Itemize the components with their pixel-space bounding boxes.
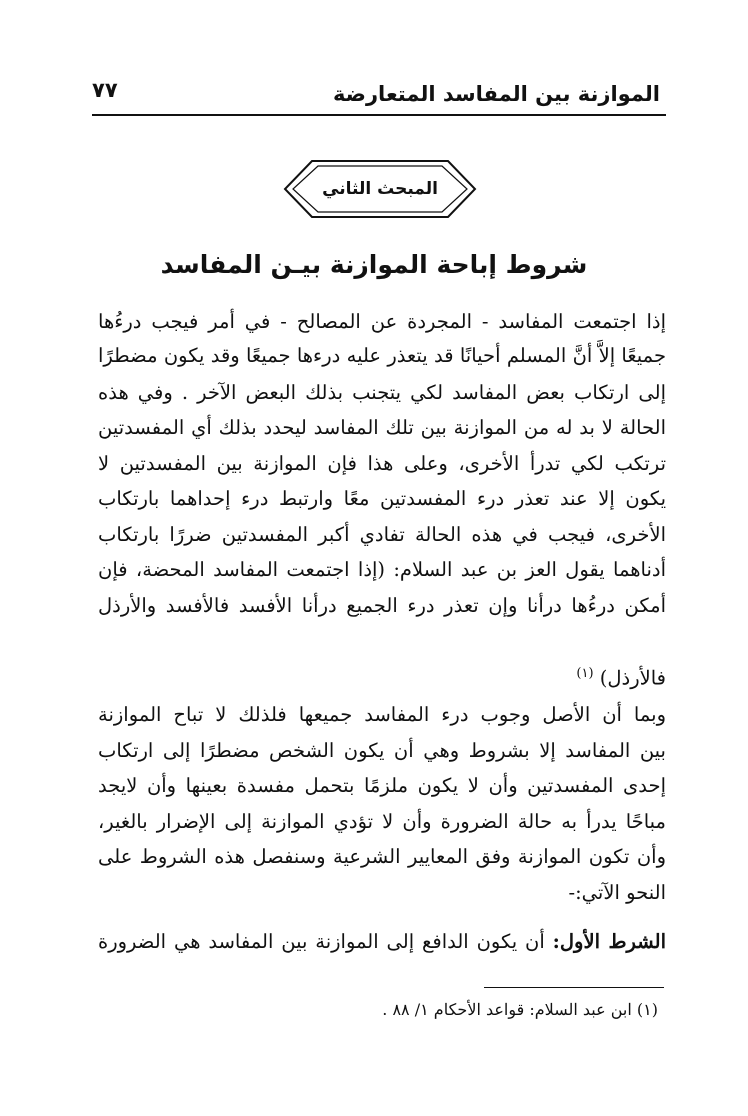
body-line: إحدى المفسدتين وأن لا يكون ملزمًا بتحمل مفسدة بعينها وأن لايجد — [98, 774, 666, 797]
footnote-marker: (١) — [576, 666, 594, 681]
body-line: الأخرى، فيجب في هذه الحالة تفادي أكبر المفسدتين ضررًا بارتكاب — [98, 523, 666, 546]
footnote: (١) ابن عبد السلام: قواعد الأحكام ١/ ٨٨ . — [382, 1000, 658, 1019]
section-label: المبحث الثاني — [322, 179, 438, 199]
condition-text: أن يكون الدافع إلى الموازنة بين المفاسد هي الضرورة — [98, 930, 545, 953]
body-line: إذا اجتمعت المفاسد - المجردة عن المصالح - في أمر فيجب درءُها — [98, 310, 666, 333]
body-line: إلى ارتكاب بعض المفاسد لكي يتجنب بذلك البعض الآخر . وفي هذه — [98, 381, 666, 404]
body-line: أدناهما يقول العز بن عبد السلام: (إذا اجتمعت المفاسد المحضة، فإن — [98, 558, 666, 581]
body-line: أمكن درءُها درأنا وإن تعذر درء الجميع درأنا الأفسد فالأفسد والأرذل — [98, 594, 666, 617]
section-heading-box — [282, 158, 478, 220]
body-line: جميعًا إلاَّ أنَّ المسلم أحيانًا قد يتعذر عليه درءها جميعًا وقد يكون مضطرًا — [98, 344, 666, 367]
body-line: مباحًا يدرأ به حالة الضرورة وأن لا تؤدي الموازنة إلى الإضرار بالغير، — [98, 810, 666, 833]
quote-end-text: فالأرذل) — [599, 666, 666, 690]
page-number: ٧٧ — [92, 78, 118, 102]
header-rule — [92, 114, 666, 116]
body-line: الحالة لا بد له من الموازنة بين تلك المفاسد ليحدد بذلك أي المفسدتين — [98, 416, 666, 439]
body-line: يكون إلا عند تعذر درء المفسدتين معًا وارتبط درء إحداهما بارتكاب — [98, 487, 666, 510]
condition-label: الشرط الأول: — [552, 930, 666, 953]
quote-end-line — [98, 657, 666, 691]
body-line: ترتكب لكي تدرأ الأخرى، وعلى هذا فإن الموازنة بين المفسدتين لا — [98, 452, 666, 475]
page-title: شروط إباحة الموازنة بيـن المفاسد — [160, 250, 588, 279]
body-line: وأن تكون الموازنة وفق المعايير الشرعية وسنفصل هذه الشروط على — [98, 845, 666, 868]
body-line: وبما أن الأصل وجوب درء المفاسد جميعها فلذلك لا تباح الموازنة — [98, 703, 666, 726]
body-line: بين المفاسد إلا بشروط وهي أن يكون الشخص مضطرًا إلى ارتكاب — [98, 739, 666, 762]
body-line: النحو الآتي:- — [568, 881, 666, 904]
running-title: الموازنة بين المفاسد المتعارضة — [332, 82, 660, 106]
footnote-rule — [484, 987, 664, 988]
condition-line — [98, 925, 666, 959]
